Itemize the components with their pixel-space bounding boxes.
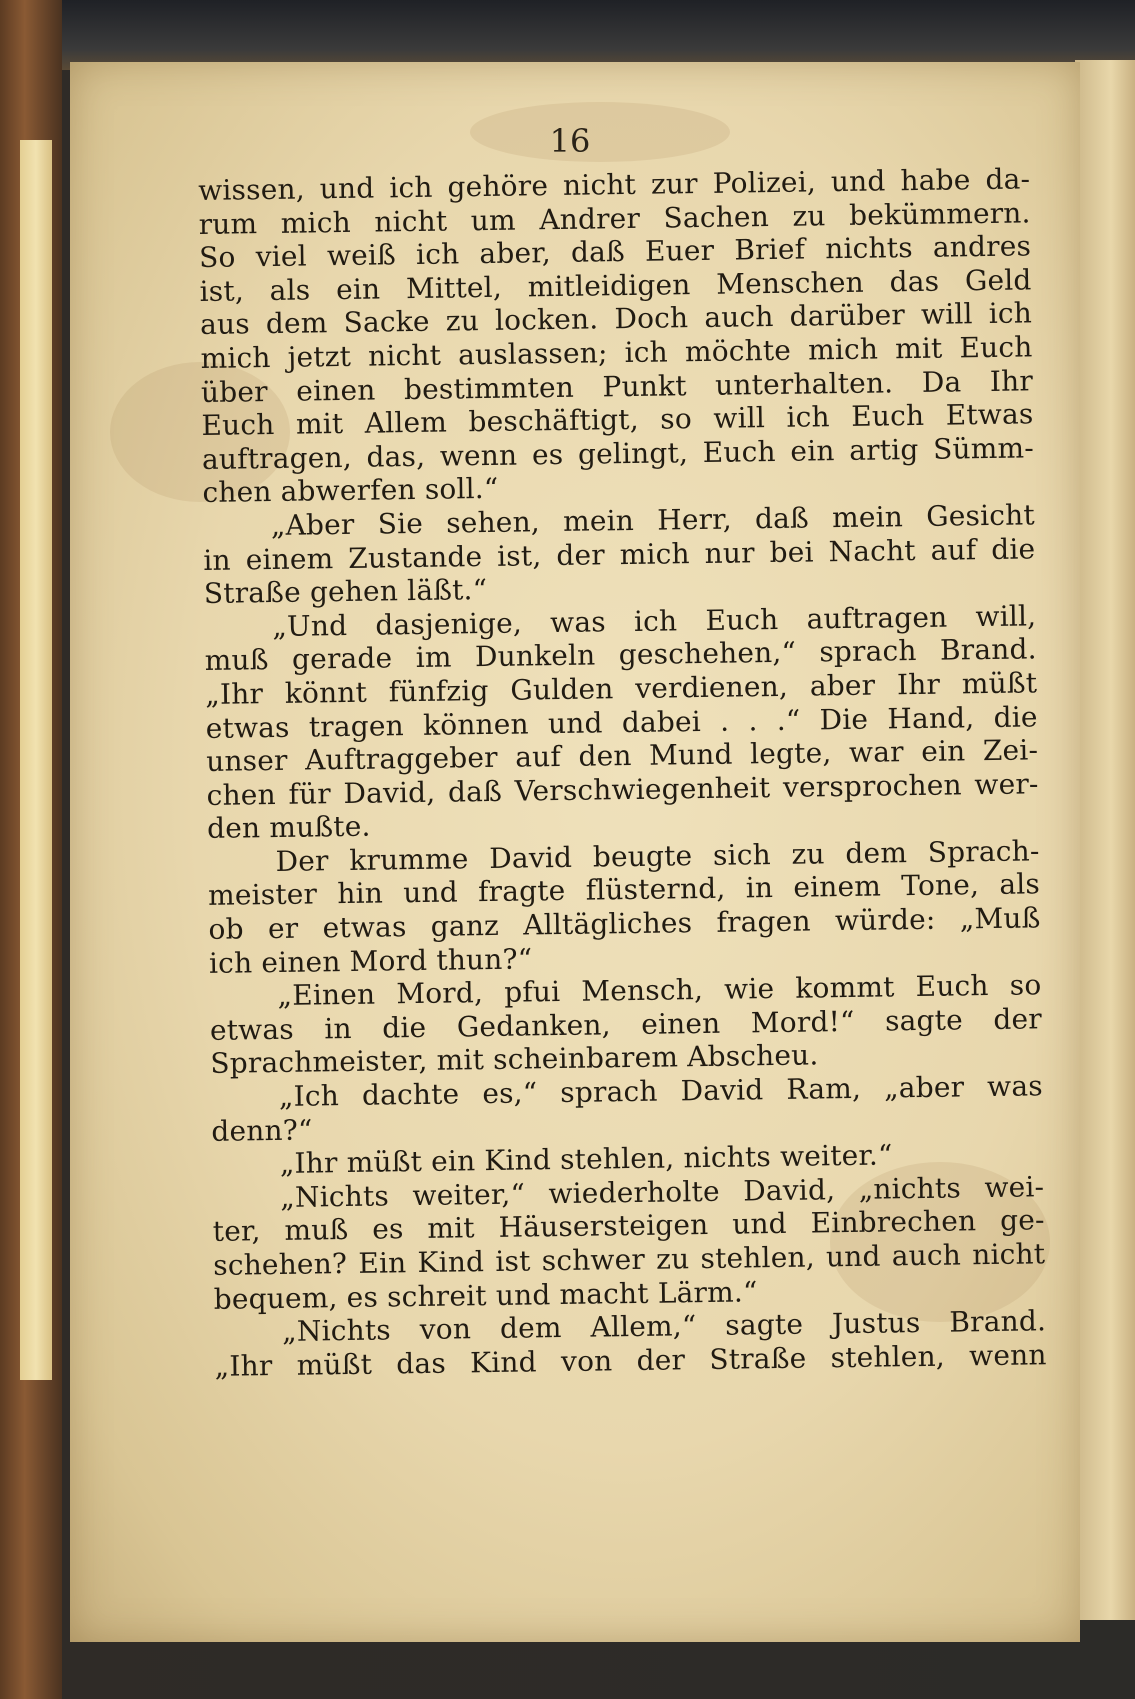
- text-line: Der krumme David beugte sich zu dem Sprach-: [275, 834, 1040, 878]
- text-line: etwas in die Gedanken, einen Mord!“ sagte der: [209, 1002, 1043, 1047]
- text-line: ist, als ein Mittel, mitleidigen Menschen das Geld: [199, 263, 1032, 308]
- page-number: 16: [549, 122, 591, 160]
- text-line: „Ihr müßt ein Kind stehlen, nichts weiter.“: [279, 1138, 893, 1181]
- text-line: „Ich dachte es,“ sprach David Ram, „aber was: [278, 1069, 1044, 1113]
- facing-page-edge: [1075, 60, 1135, 1620]
- text-line: ter, muß es mit Häusersteigen und Einbrechen ge-: [212, 1203, 1045, 1249]
- text-line: aus dem Sacke zu locken. Doch auch darüber will ich: [199, 296, 1033, 342]
- text-line: So viel weiß ich aber, daß Euer Brief nichts andres: [198, 229, 1032, 275]
- cover-top-edge: [0, 0, 1135, 70]
- text-line: muß gerade im Dunkeln geschehen,“ sprach Brand.: [204, 632, 1037, 678]
- text-line: „Ihr müßt das Kind von der Straße stehlen, wenn: [214, 1338, 1047, 1383]
- text-line: Euch mit Allem beschäftigt, so will ich Euch Etwas: [201, 397, 1034, 443]
- text-line: Sprachmeister, mit scheinbarem Abscheu.: [210, 1038, 819, 1081]
- body-text: [198, 162, 1047, 1383]
- text-line: ich einen Mord thun?“: [208, 942, 533, 980]
- text-line: über einen bestimmten Punkt unterhalten. Da Ihr: [200, 363, 1034, 409]
- text-line: chen abwerfen soll.“: [202, 472, 499, 510]
- text-line: meister hin und fragte flüsternd, in einem Tone, als: [207, 867, 1041, 913]
- text-line: bequem, es schreit und macht Lärm.“: [213, 1274, 758, 1316]
- book-page: [70, 62, 1080, 1642]
- text-line: unser Auftraggeber auf den Mund legte, war ein Zei-: [205, 733, 1039, 779]
- text-line: etwas tragen können und dabei . . .“ Die Hand, die: [205, 699, 1038, 745]
- text-line: wissen, und ich gehöre nicht zur Polizei, und habe da-: [198, 162, 1031, 207]
- text-line: „Aber Sie sehen, mein Herr, daß mein Gesicht: [270, 498, 1036, 542]
- text-line: denn?“: [211, 1113, 313, 1148]
- text-line: schehen? Ein Kind ist schwer zu stehlen, und auch nicht: [213, 1237, 1046, 1282]
- text-line: Straße gehen läßt.“: [203, 573, 488, 611]
- text-line: chen für David, daß Verschwiegenheit versprochen wer-: [206, 767, 1039, 812]
- text-line: „Einen Mord, pfui Mensch, wie kommt Euch so: [277, 968, 1042, 1013]
- text-line: „Nichts von dem Allem,“ sagte Justus Brand.: [281, 1304, 1047, 1349]
- text-line: ob er etwas ganz Alltägliches fragen würde: „Muß: [208, 901, 1041, 946]
- page-stack-edge: [20, 140, 52, 1380]
- text-line: „Nichts weiter,“ wiederholte David, „nichts wei-: [280, 1170, 1045, 1214]
- text-line: in einem Zustande ist, der mich nur bei Nacht auf die: [203, 531, 1036, 577]
- text-line: „Und dasjenige, was ich Euch auftragen will,: [272, 599, 1037, 643]
- text-line: den mußte.: [206, 809, 371, 846]
- text-line: „Ihr könnt fünfzig Gulden verdienen, aber Ihr müßt: [205, 666, 1038, 711]
- text-line: mich jetzt nicht auslassen; ich möchte mich mit Euch: [200, 330, 1033, 375]
- text-line: auftragen, das, wenn es gelingt, Euch ein artig Sümm-: [201, 431, 1035, 476]
- text-line: rum mich nicht um Andrer Sachen zu bekümmern.: [198, 195, 1031, 241]
